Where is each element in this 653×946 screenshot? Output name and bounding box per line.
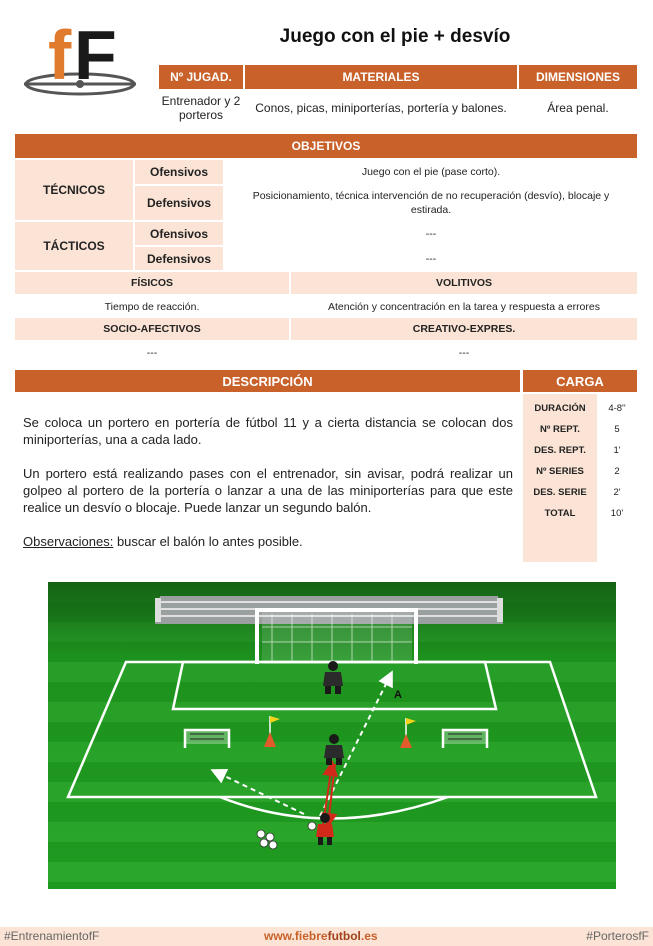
- tecnicos-ofensivos-label: Ofensivos: [135, 160, 223, 184]
- carga-header: CARGA: [523, 370, 637, 392]
- footer-site-bold: futbol: [327, 929, 361, 943]
- logo: [22, 10, 137, 110]
- tacticos-label: TÁCTICOS: [15, 222, 133, 270]
- header-materiales: MATERIALES: [245, 65, 517, 89]
- carga-row-value: 5: [614, 424, 620, 435]
- socio-afectivos-label: SOCIO-AFECTIVOS: [15, 318, 289, 340]
- carga-row-value: 4-8'': [608, 403, 626, 414]
- carga-row-label: TOTAL: [544, 508, 576, 519]
- carga-row-label: Nº SERIES: [536, 466, 584, 477]
- carga-row: [523, 482, 637, 503]
- descripcion-body: [23, 414, 513, 550]
- carga-row-label: DES. SERIE: [533, 487, 587, 498]
- fisicos-value: Tiempo de reacción.: [104, 301, 200, 313]
- descripcion-p2: Un portero está realizando pases con el entrenador, sin avisar, podrá realizar un golpeo al portero de la portería o lanzar a una de las miniporterías para que este realice un desvío o blocaje. Puede lanzar un segundo balón.: [23, 466, 513, 515]
- tecnicos-defensivos-value: Posicionamiento, técnica intervención de no recuperación (desvío), blocaje y estirada.: [252, 190, 610, 216]
- carga-row-value: 10': [610, 508, 624, 519]
- main-goal: [257, 610, 416, 664]
- carga-row-label: DURACIÓN: [534, 403, 586, 414]
- header-dimensiones: DIMENSIONES: [519, 65, 637, 89]
- observaciones-label: Observaciones:: [23, 534, 114, 549]
- carga-row-value: 2': [613, 487, 621, 498]
- carga-table: [523, 398, 637, 524]
- carga-row-value: 1': [613, 445, 621, 456]
- descripcion-p1: Se coloca un portero en portería de fútbol 11 y a cierta distancia se colocan dos miniporterías, una a cada lado.: [23, 415, 513, 447]
- socio-afectivos-value: ---: [146, 347, 158, 359]
- page-title: Juego con el pie + desvío: [279, 26, 511, 47]
- creativo-expres-label: CREATIVO-EXPRES.: [291, 318, 637, 340]
- header-num-jugadores: Nº JUGAD.: [159, 65, 243, 89]
- tecnicos-defensivos-label: Defensivos: [135, 186, 223, 220]
- num-jugadores-value: Entrenador y 2 porteros: [161, 94, 241, 122]
- carga-row-label: DES. REPT.: [534, 445, 586, 456]
- carga-row-label: Nº REPT.: [540, 424, 580, 435]
- marker-label: A: [394, 689, 402, 701]
- volitivos-value: Atención y concentración en la tarea y respuesta a errores: [328, 301, 600, 313]
- tecnicos-label: TÉCNICOS: [15, 160, 133, 220]
- observaciones: [23, 533, 513, 550]
- footer-site-suffix: .es: [360, 929, 378, 943]
- fisicos-label: FÍSICOS: [15, 272, 289, 294]
- footer-hashtag-right: #PorterosfF: [586, 929, 649, 943]
- dimensiones-value: Área penal.: [547, 101, 609, 115]
- carga-row: [523, 461, 637, 482]
- tacticos-defensivos-label: Defensivos: [135, 247, 223, 270]
- footer-site-prefix: www.fiebre: [264, 929, 328, 943]
- footer-site[interactable]: [264, 929, 378, 943]
- volitivos-label: VOLITIVOS: [291, 272, 637, 294]
- tecnicos-ofensivos-value: Juego con el pie (pase corto).: [361, 166, 501, 178]
- tacticos-ofensivos-label: Ofensivos: [135, 222, 223, 245]
- carga-row: [523, 440, 637, 461]
- carga-row: [523, 419, 637, 440]
- exercise-diagram: [48, 582, 616, 889]
- tacticos-defensivos-value: ---: [425, 252, 437, 265]
- footer-hashtag-left: #EntrenamientofF: [4, 929, 100, 943]
- logo-F: F: [74, 16, 117, 94]
- carga-row-value: 2: [614, 466, 620, 477]
- carga-row: [523, 398, 637, 419]
- descripcion-header: DESCRIPCIÓN: [15, 370, 520, 392]
- observaciones-text: buscar el balón lo antes posible.: [113, 534, 303, 549]
- objetivos-header: OBJETIVOS: [15, 134, 637, 158]
- logo-f: f: [48, 16, 72, 94]
- footer: [0, 927, 653, 946]
- tacticos-ofensivos-value: ---: [425, 227, 437, 240]
- creativo-expres-value: ---: [458, 347, 470, 359]
- carga-row: [523, 503, 637, 524]
- materiales-value: Conos, picas, miniporterías, portería y balones.: [255, 101, 507, 115]
